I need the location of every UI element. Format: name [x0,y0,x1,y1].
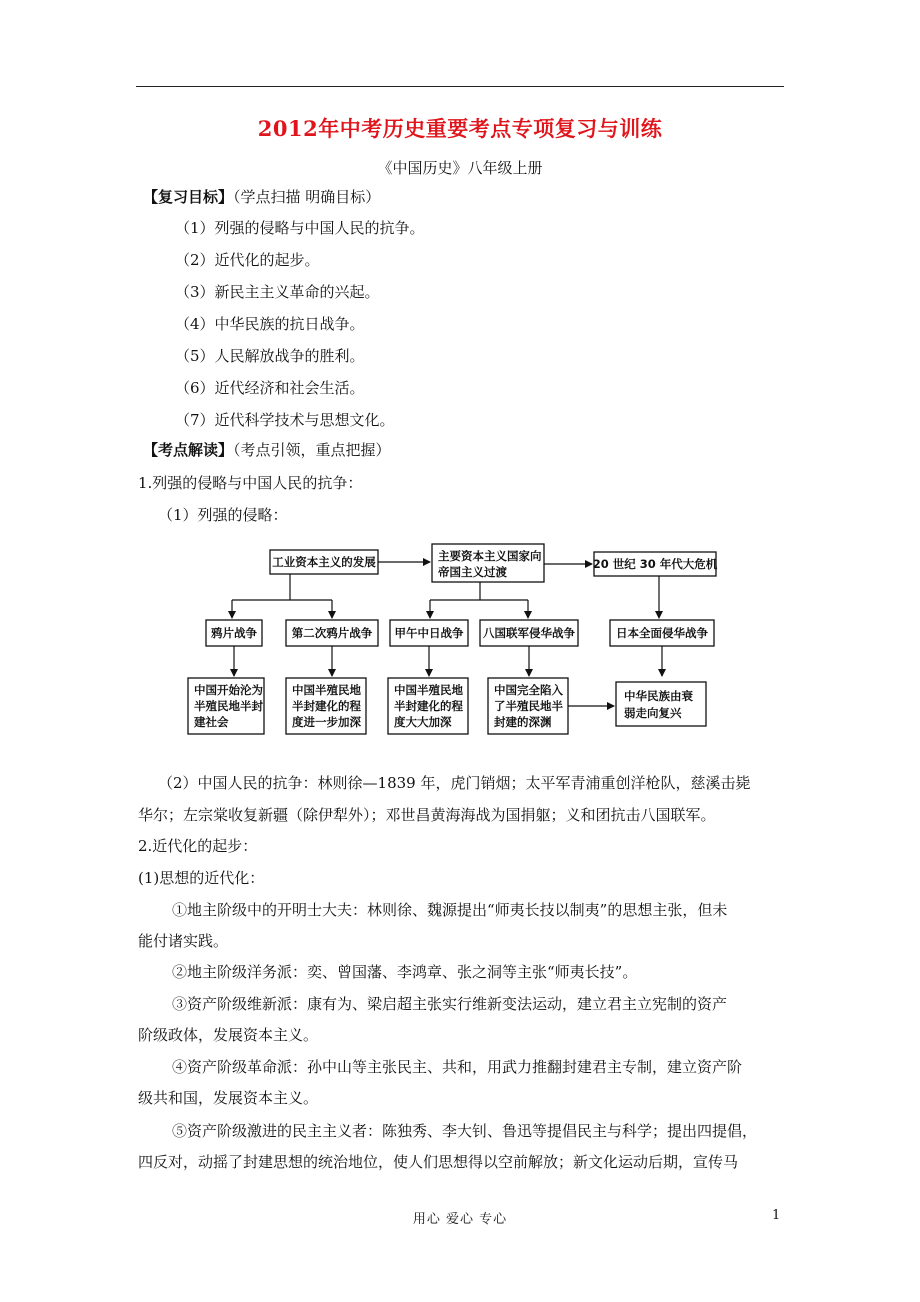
paragraph-line: ①地主阶级中的开明士大夫：林则徐、魏源提出“师夷长技以制夷”的思想主张，但未 [172,901,728,919]
box-result-2-text: 中国半殖民地 [292,683,361,697]
box-imperialism-transition-text-1: 主要资本主义国家向 [438,549,542,563]
paragraph-line: ②地主阶级洋务派：奕、曾国藩、李鸿章、张之洞等主张“师夷长技”。 [172,963,638,981]
paragraph-line: 四反对，动摇了封建思想的统治地位，使人们思想得以空前解放；新文化运动后期，宣传马 [138,1153,739,1171]
point1-sub1: （1）列强的侵略： [158,506,288,524]
section2-heading-line [143,440,391,460]
section1-heading-line [143,187,380,207]
paragraph-line: 级共和国，发展资本主义。 [138,1089,319,1107]
footer-motto: 用心 爱心 专心 [412,1212,508,1227]
box-result-2-text: 度进一步加深 [292,715,361,729]
box-eight-nation-war-text: 八国联军侵华战争 [483,626,575,640]
point1-sub2-line: 华尔；左宗棠收复新疆（除伊犁外）；邓世昌黄海海战为国捐躯；义和团抗击八国联军。 [138,806,716,824]
box-industrial-capitalism-text: 工业资本主义的发展 [272,555,376,569]
box-result-5-text: 弱走向复兴 [624,706,682,720]
objective-item: （3）新民主主义革命的兴起。 [175,283,380,301]
box-result-5-text: 中华民族由衰 [624,689,693,703]
section2-heading: 【考点解读】 [143,441,234,459]
paragraph-line: ⑤资产阶级激进的民主主义者：陈独秀、李大钊、鲁迅等提倡民主与科学；提出四提倡， [172,1122,758,1140]
point1-title: 1.列强的侵略与中国人民的抗争： [138,474,363,492]
section1-heading-note: （学点扫描 明确目标） [233,188,381,206]
paragraph-line: 能付诸实践。 [138,932,229,950]
header-rule [136,86,784,87]
box-sino-japanese-war-text: 甲午中日战争 [394,626,464,640]
objective-item: （7）近代科学技术与思想文化。 [175,411,395,429]
objective-item: （2）近代化的起步。 [175,251,320,269]
objective-item: （5）人民解放战争的胜利。 [175,347,365,365]
invasion-flow-diagram [180,538,740,748]
box-result-3-text: 度大大加深 [394,715,452,729]
box-result-1-text: 建社会 [194,715,229,729]
box-result-1-text: 半殖民地半封 [194,699,263,713]
objective-item: （4）中华民族的抗日战争。 [175,315,365,333]
section1-heading: 【复习目标】 [143,188,234,206]
box-result-2-text: 半封建化的程 [292,699,361,713]
box-imperialism-transition-text-2: 帝国主义过渡 [438,565,507,579]
box-second-opium-war-text: 第二次鸦片战争 [291,626,373,640]
paragraph-line: 阶级政体，发展资本主义。 [138,1026,319,1044]
box-opium-war-text: 鸦片战争 [211,626,257,640]
paragraph-line: ③资产阶级维新派：康有为、梁启超主张实行维新变法运动，建立君主立宪制的资产 [172,995,728,1013]
box-japan-invasion-text: 日本全面侵华战争 [616,626,708,640]
box-result-3-text: 中国半殖民地 [394,683,463,697]
section2-heading-note: （考点引领，重点把握） [233,441,391,459]
objective-item: （6）近代经济和社会生活。 [175,379,365,397]
document-title: 2012年中考历史重要考点专项复习与训练 [257,116,663,141]
box-great-depression-text: 20 世纪 30 年代大危机 [592,557,718,571]
page-number: 1 [772,1208,781,1223]
box-result-4-text: 中国完全陷入 [494,683,563,697]
document-subtitle: 《中国历史》八年级上册 [377,159,543,177]
box-result-4-text: 封建的深渊 [494,715,552,729]
objective-item: （1）列强的侵略与中国人民的抗争。 [175,219,425,237]
box-result-4-text: 了半殖民地半 [494,699,563,713]
point1-sub2-line: （2）中国人民的抗争：林则徐—1839 年，虎门销烟；太平军青浦重创洋枪队，慈溪击毙 [158,774,751,792]
point2-sub1: (1)思想的近代化： [138,869,265,887]
point2-title: 2.近代化的起步： [138,837,258,855]
paragraph-line: ④资产阶级革命派：孙中山等主张民主、共和，用武力推翻封建君主专制，建立资产阶 [172,1058,743,1076]
box-result-1-text: 中国开始沦为 [194,683,263,697]
box-result-3-text: 半封建化的程 [394,699,463,713]
